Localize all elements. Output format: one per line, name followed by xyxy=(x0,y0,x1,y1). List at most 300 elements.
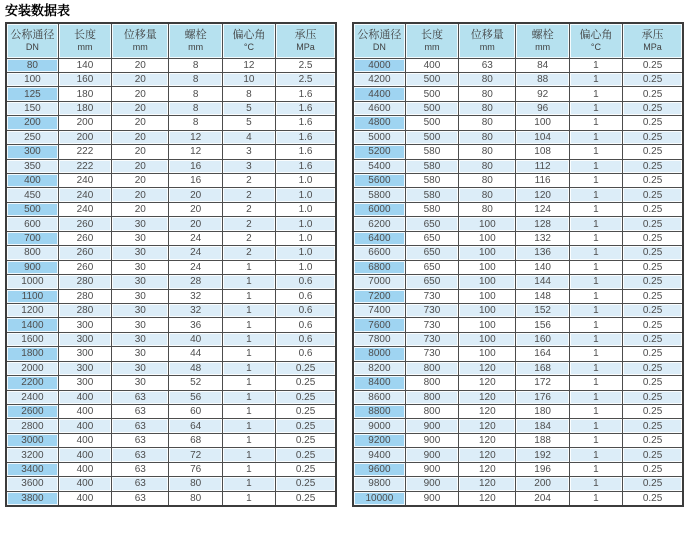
cell-pressure: 0.6 xyxy=(276,318,336,332)
cell-eccentric-angle: 1 xyxy=(222,318,275,332)
cell-dn: 10000 xyxy=(353,491,405,506)
cell-length: 500 xyxy=(405,72,458,86)
column-unit: mm xyxy=(77,42,93,53)
cell-pressure: 1.6 xyxy=(276,159,336,173)
cell-length: 200 xyxy=(58,130,111,144)
cell-eccentric-angle: 12 xyxy=(222,58,275,72)
cell-length: 500 xyxy=(405,87,458,101)
cell-pressure: 1.0 xyxy=(276,260,336,274)
cell-displacement: 80 xyxy=(459,116,516,130)
cell-dn: 9600 xyxy=(353,462,405,476)
table-row xyxy=(6,376,336,390)
cell-pressure: 0.25 xyxy=(623,217,683,231)
cell-eccentric-angle: 1 xyxy=(222,275,275,289)
cell-dn: 9200 xyxy=(353,433,405,447)
cell-displacement: 100 xyxy=(459,289,516,303)
cell-displacement: 120 xyxy=(459,448,516,462)
cell-pressure: 0.6 xyxy=(276,289,336,303)
table-row xyxy=(6,318,336,332)
cell-bolt: 52 xyxy=(169,376,222,390)
cell-pressure: 0.25 xyxy=(623,289,683,303)
cell-displacement: 63 xyxy=(112,491,169,506)
cell-eccentric-angle: 3 xyxy=(222,145,275,159)
table-row xyxy=(353,448,683,462)
cell-pressure: 1.0 xyxy=(276,217,336,231)
cell-eccentric-angle: 2 xyxy=(222,217,275,231)
cell-length: 650 xyxy=(405,231,458,245)
cell-length: 300 xyxy=(58,376,111,390)
table-row xyxy=(353,260,683,274)
cell-pressure: 0.25 xyxy=(623,159,683,173)
cell-bolt: 24 xyxy=(169,260,222,274)
table-row xyxy=(6,145,336,159)
cell-eccentric-angle: 1 xyxy=(569,58,622,72)
cell-displacement: 80 xyxy=(459,202,516,216)
cell-dn: 8200 xyxy=(353,361,405,375)
cell-length: 240 xyxy=(58,202,111,216)
cell-pressure: 0.25 xyxy=(623,462,683,476)
cell-length: 180 xyxy=(58,87,111,101)
table-row xyxy=(353,72,683,86)
table-row xyxy=(353,289,683,303)
column-header-displacement xyxy=(112,23,169,58)
column-name: 公称通径 xyxy=(357,29,402,42)
cell-displacement: 30 xyxy=(112,303,169,317)
cell-bolt: 108 xyxy=(516,145,569,159)
cell-length: 240 xyxy=(58,188,111,202)
cell-dn: 150 xyxy=(6,101,58,115)
cell-pressure: 0.25 xyxy=(623,101,683,115)
cell-displacement: 30 xyxy=(112,361,169,375)
cell-bolt: 24 xyxy=(169,246,222,260)
cell-pressure: 0.25 xyxy=(623,491,683,506)
cell-eccentric-angle: 1 xyxy=(569,332,622,346)
cell-bolt: 172 xyxy=(516,376,569,390)
table-row xyxy=(6,116,336,130)
cell-eccentric-angle: 1 xyxy=(222,433,275,447)
cell-pressure: 0.25 xyxy=(623,174,683,188)
cell-pressure: 1.6 xyxy=(276,116,336,130)
cell-bolt: 148 xyxy=(516,289,569,303)
table-row xyxy=(6,477,336,491)
cell-length: 900 xyxy=(405,433,458,447)
cell-bolt: 160 xyxy=(516,332,569,346)
cell-bolt: 124 xyxy=(516,202,569,216)
cell-pressure: 0.25 xyxy=(623,433,683,447)
table-row xyxy=(353,145,683,159)
cell-bolt: 80 xyxy=(169,491,222,506)
cell-displacement: 63 xyxy=(112,433,169,447)
cell-dn: 200 xyxy=(6,116,58,130)
cell-displacement: 63 xyxy=(112,448,169,462)
cell-bolt: 40 xyxy=(169,332,222,346)
cell-displacement: 100 xyxy=(459,275,516,289)
cell-bolt: 8 xyxy=(169,72,222,86)
cell-length: 800 xyxy=(405,361,458,375)
table-row xyxy=(353,188,683,202)
cell-displacement: 20 xyxy=(112,101,169,115)
cell-pressure: 0.25 xyxy=(623,347,683,361)
cell-displacement: 80 xyxy=(459,101,516,115)
cell-bolt: 156 xyxy=(516,318,569,332)
cell-bolt: 112 xyxy=(516,159,569,173)
cell-eccentric-angle: 1 xyxy=(569,275,622,289)
cell-displacement: 100 xyxy=(459,347,516,361)
cell-eccentric-angle: 3 xyxy=(222,159,275,173)
cell-length: 400 xyxy=(58,419,111,433)
table-row xyxy=(6,303,336,317)
cell-eccentric-angle: 1 xyxy=(222,303,275,317)
cell-length: 500 xyxy=(405,130,458,144)
table-row xyxy=(6,491,336,506)
cell-pressure: 0.25 xyxy=(276,462,336,476)
cell-length: 500 xyxy=(405,116,458,130)
cell-displacement: 100 xyxy=(459,318,516,332)
table-row xyxy=(353,419,683,433)
cell-eccentric-angle: 1 xyxy=(569,318,622,332)
cell-dn: 80 xyxy=(6,58,58,72)
cell-pressure: 1.0 xyxy=(276,231,336,245)
cell-bolt: 20 xyxy=(169,202,222,216)
cell-bolt: 32 xyxy=(169,303,222,317)
cell-eccentric-angle: 1 xyxy=(569,260,622,274)
cell-length: 900 xyxy=(405,477,458,491)
cell-displacement: 100 xyxy=(459,332,516,346)
cell-bolt: 200 xyxy=(516,477,569,491)
table-row xyxy=(6,405,336,419)
cell-length: 400 xyxy=(58,390,111,404)
tables-container xyxy=(5,22,684,507)
cell-eccentric-angle: 1 xyxy=(222,332,275,346)
cell-dn: 8800 xyxy=(353,405,405,419)
header-row xyxy=(353,23,683,58)
cell-pressure: 0.25 xyxy=(623,390,683,404)
cell-displacement: 120 xyxy=(459,390,516,404)
cell-length: 730 xyxy=(405,303,458,317)
table-row xyxy=(6,217,336,231)
cell-length: 400 xyxy=(58,477,111,491)
cell-dn: 350 xyxy=(6,159,58,173)
cell-length: 800 xyxy=(405,376,458,390)
cell-dn: 1100 xyxy=(6,289,58,303)
cell-length: 730 xyxy=(405,332,458,346)
table-row xyxy=(6,202,336,216)
cell-displacement: 30 xyxy=(112,231,169,245)
cell-dn: 450 xyxy=(6,188,58,202)
cell-dn: 3200 xyxy=(6,448,58,462)
cell-dn: 1200 xyxy=(6,303,58,317)
cell-pressure: 0.25 xyxy=(623,419,683,433)
column-unit: mm xyxy=(479,42,495,53)
cell-pressure: 0.6 xyxy=(276,303,336,317)
cell-length: 200 xyxy=(58,116,111,130)
column-header-eccentric-angle xyxy=(569,23,622,58)
cell-pressure: 1.6 xyxy=(276,145,336,159)
cell-length: 240 xyxy=(58,174,111,188)
cell-bolt: 84 xyxy=(516,58,569,72)
cell-pressure: 0.25 xyxy=(623,87,683,101)
cell-dn: 6400 xyxy=(353,231,405,245)
cell-eccentric-angle: 2 xyxy=(222,202,275,216)
cell-pressure: 2.5 xyxy=(276,58,336,72)
cell-pressure: 0.25 xyxy=(623,477,683,491)
cell-displacement: 20 xyxy=(112,87,169,101)
table-row xyxy=(353,275,683,289)
cell-bolt: 60 xyxy=(169,405,222,419)
cell-length: 180 xyxy=(58,101,111,115)
cell-pressure: 0.25 xyxy=(623,188,683,202)
cell-length: 400 xyxy=(58,433,111,447)
cell-eccentric-angle: 1 xyxy=(222,448,275,462)
cell-displacement: 120 xyxy=(459,433,516,447)
cell-displacement: 30 xyxy=(112,318,169,332)
table-row xyxy=(353,58,683,72)
cell-length: 400 xyxy=(58,491,111,506)
cell-length: 260 xyxy=(58,217,111,231)
table-row xyxy=(353,332,683,346)
cell-bolt: 192 xyxy=(516,448,569,462)
cell-eccentric-angle: 1 xyxy=(222,347,275,361)
installation-data-table-left xyxy=(5,22,337,507)
cell-displacement: 20 xyxy=(112,145,169,159)
cell-pressure: 0.25 xyxy=(276,448,336,462)
cell-bolt: 188 xyxy=(516,433,569,447)
cell-displacement: 30 xyxy=(112,332,169,346)
column-header-dn xyxy=(6,23,58,58)
table-row xyxy=(353,246,683,260)
table-row xyxy=(6,174,336,188)
table-row xyxy=(353,491,683,506)
cell-displacement: 80 xyxy=(459,174,516,188)
cell-displacement: 20 xyxy=(112,202,169,216)
cell-dn: 6200 xyxy=(353,217,405,231)
cell-bolt: 152 xyxy=(516,303,569,317)
cell-bolt: 8 xyxy=(169,87,222,101)
column-unit: °C xyxy=(590,42,601,53)
cell-eccentric-angle: 1 xyxy=(569,433,622,447)
cell-dn: 7600 xyxy=(353,318,405,332)
cell-dn: 7400 xyxy=(353,303,405,317)
table-row xyxy=(6,419,336,433)
cell-eccentric-angle: 2 xyxy=(222,246,275,260)
cell-eccentric-angle: 1 xyxy=(569,188,622,202)
cell-length: 730 xyxy=(405,347,458,361)
table-row xyxy=(6,159,336,173)
cell-pressure: 1.6 xyxy=(276,87,336,101)
cell-bolt: 72 xyxy=(169,448,222,462)
cell-bolt: 8 xyxy=(169,58,222,72)
table-row xyxy=(353,376,683,390)
cell-eccentric-angle: 5 xyxy=(222,116,275,130)
table-row xyxy=(353,174,683,188)
cell-displacement: 80 xyxy=(459,188,516,202)
cell-length: 580 xyxy=(405,174,458,188)
table-row xyxy=(6,246,336,260)
cell-bolt: 88 xyxy=(516,72,569,86)
cell-bolt: 184 xyxy=(516,419,569,433)
cell-dn: 1000 xyxy=(6,275,58,289)
cell-displacement: 30 xyxy=(112,275,169,289)
column-name: 位移量 xyxy=(470,29,504,42)
cell-pressure: 1.6 xyxy=(276,130,336,144)
column-name: 公称通径 xyxy=(10,29,55,42)
cell-pressure: 0.25 xyxy=(276,491,336,506)
cell-displacement: 63 xyxy=(459,58,516,72)
cell-dn: 1800 xyxy=(6,347,58,361)
table-row xyxy=(6,289,336,303)
cell-bolt: 180 xyxy=(516,405,569,419)
cell-length: 900 xyxy=(405,491,458,506)
table-row xyxy=(6,361,336,375)
table-row xyxy=(353,347,683,361)
cell-dn: 600 xyxy=(6,217,58,231)
cell-length: 730 xyxy=(405,289,458,303)
cell-bolt: 12 xyxy=(169,145,222,159)
cell-eccentric-angle: 1 xyxy=(569,202,622,216)
cell-pressure: 0.25 xyxy=(623,332,683,346)
column-name: 长度 xyxy=(420,29,443,42)
cell-pressure: 0.25 xyxy=(276,405,336,419)
cell-eccentric-angle: 1 xyxy=(222,477,275,491)
cell-displacement: 80 xyxy=(459,72,516,86)
cell-pressure: 0.25 xyxy=(623,72,683,86)
cell-length: 900 xyxy=(405,448,458,462)
cell-pressure: 2.5 xyxy=(276,72,336,86)
cell-bolt: 28 xyxy=(169,275,222,289)
cell-length: 260 xyxy=(58,231,111,245)
table-row xyxy=(353,405,683,419)
cell-pressure: 0.25 xyxy=(623,361,683,375)
column-header-bolt xyxy=(169,23,222,58)
cell-eccentric-angle: 1 xyxy=(569,87,622,101)
cell-pressure: 0.25 xyxy=(623,318,683,332)
cell-bolt: 196 xyxy=(516,462,569,476)
cell-eccentric-angle: 2 xyxy=(222,174,275,188)
cell-pressure: 0.25 xyxy=(276,433,336,447)
cell-eccentric-angle: 1 xyxy=(222,376,275,390)
table-row xyxy=(353,303,683,317)
cell-dn: 2200 xyxy=(6,376,58,390)
cell-eccentric-angle: 1 xyxy=(222,361,275,375)
table-row xyxy=(353,87,683,101)
cell-dn: 100 xyxy=(6,72,58,86)
cell-length: 300 xyxy=(58,332,111,346)
cell-length: 280 xyxy=(58,275,111,289)
table-row xyxy=(6,101,336,115)
cell-bolt: 80 xyxy=(169,477,222,491)
table-row xyxy=(353,361,683,375)
cell-bolt: 32 xyxy=(169,289,222,303)
cell-dn: 125 xyxy=(6,87,58,101)
cell-bolt: 136 xyxy=(516,246,569,260)
cell-pressure: 1.0 xyxy=(276,246,336,260)
cell-pressure: 0.25 xyxy=(276,419,336,433)
cell-length: 800 xyxy=(405,390,458,404)
cell-eccentric-angle: 1 xyxy=(569,145,622,159)
cell-bolt: 140 xyxy=(516,260,569,274)
cell-dn: 3000 xyxy=(6,433,58,447)
cell-length: 400 xyxy=(58,462,111,476)
cell-displacement: 80 xyxy=(459,159,516,173)
cell-pressure: 0.25 xyxy=(276,361,336,375)
cell-eccentric-angle: 1 xyxy=(222,419,275,433)
cell-displacement: 100 xyxy=(459,217,516,231)
cell-bolt: 36 xyxy=(169,318,222,332)
cell-dn: 6600 xyxy=(353,246,405,260)
column-unit: MPa xyxy=(296,42,315,53)
cell-length: 800 xyxy=(405,405,458,419)
cell-eccentric-angle: 1 xyxy=(569,376,622,390)
cell-displacement: 20 xyxy=(112,116,169,130)
table-row xyxy=(353,202,683,216)
cell-pressure: 1.6 xyxy=(276,101,336,115)
cell-bolt: 76 xyxy=(169,462,222,476)
cell-bolt: 64 xyxy=(169,419,222,433)
cell-displacement: 80 xyxy=(459,87,516,101)
cell-dn: 9000 xyxy=(353,419,405,433)
cell-eccentric-angle: 1 xyxy=(222,390,275,404)
cell-dn: 4200 xyxy=(353,72,405,86)
cell-length: 300 xyxy=(58,318,111,332)
cell-eccentric-angle: 1 xyxy=(569,390,622,404)
table-row xyxy=(6,462,336,476)
column-header-pressure xyxy=(623,23,683,58)
column-header-pressure xyxy=(276,23,336,58)
cell-dn: 3800 xyxy=(6,491,58,506)
cell-length: 580 xyxy=(405,188,458,202)
cell-bolt: 164 xyxy=(516,347,569,361)
cell-eccentric-angle: 1 xyxy=(569,159,622,173)
cell-dn: 9400 xyxy=(353,448,405,462)
cell-pressure: 0.25 xyxy=(276,376,336,390)
cell-pressure: 0.25 xyxy=(623,405,683,419)
cell-pressure: 0.25 xyxy=(623,202,683,216)
table-row xyxy=(6,87,336,101)
cell-bolt: 100 xyxy=(516,116,569,130)
cell-eccentric-angle: 1 xyxy=(569,419,622,433)
table-row xyxy=(6,433,336,447)
cell-dn: 2600 xyxy=(6,405,58,419)
cell-dn: 7000 xyxy=(353,275,405,289)
column-name: 偏心角 xyxy=(579,29,613,42)
cell-length: 400 xyxy=(58,405,111,419)
cell-length: 580 xyxy=(405,145,458,159)
cell-dn: 1400 xyxy=(6,318,58,332)
cell-length: 900 xyxy=(405,419,458,433)
cell-dn: 5200 xyxy=(353,145,405,159)
cell-bolt: 120 xyxy=(516,188,569,202)
cell-bolt: 16 xyxy=(169,159,222,173)
cell-length: 900 xyxy=(405,462,458,476)
cell-dn: 4600 xyxy=(353,101,405,115)
cell-eccentric-angle: 1 xyxy=(222,491,275,506)
cell-eccentric-angle: 1 xyxy=(569,405,622,419)
cell-eccentric-angle: 1 xyxy=(569,303,622,317)
cell-eccentric-angle: 1 xyxy=(569,289,622,303)
cell-bolt: 96 xyxy=(516,101,569,115)
cell-bolt: 92 xyxy=(516,87,569,101)
cell-displacement: 63 xyxy=(112,477,169,491)
column-name: 螺栓 xyxy=(184,29,207,42)
cell-bolt: 24 xyxy=(169,231,222,245)
cell-dn: 5800 xyxy=(353,188,405,202)
cell-bolt: 8 xyxy=(169,101,222,115)
cell-displacement: 120 xyxy=(459,477,516,491)
column-unit: DN xyxy=(372,42,386,53)
cell-pressure: 0.25 xyxy=(276,390,336,404)
cell-pressure: 0.25 xyxy=(623,260,683,274)
cell-displacement: 120 xyxy=(459,419,516,433)
